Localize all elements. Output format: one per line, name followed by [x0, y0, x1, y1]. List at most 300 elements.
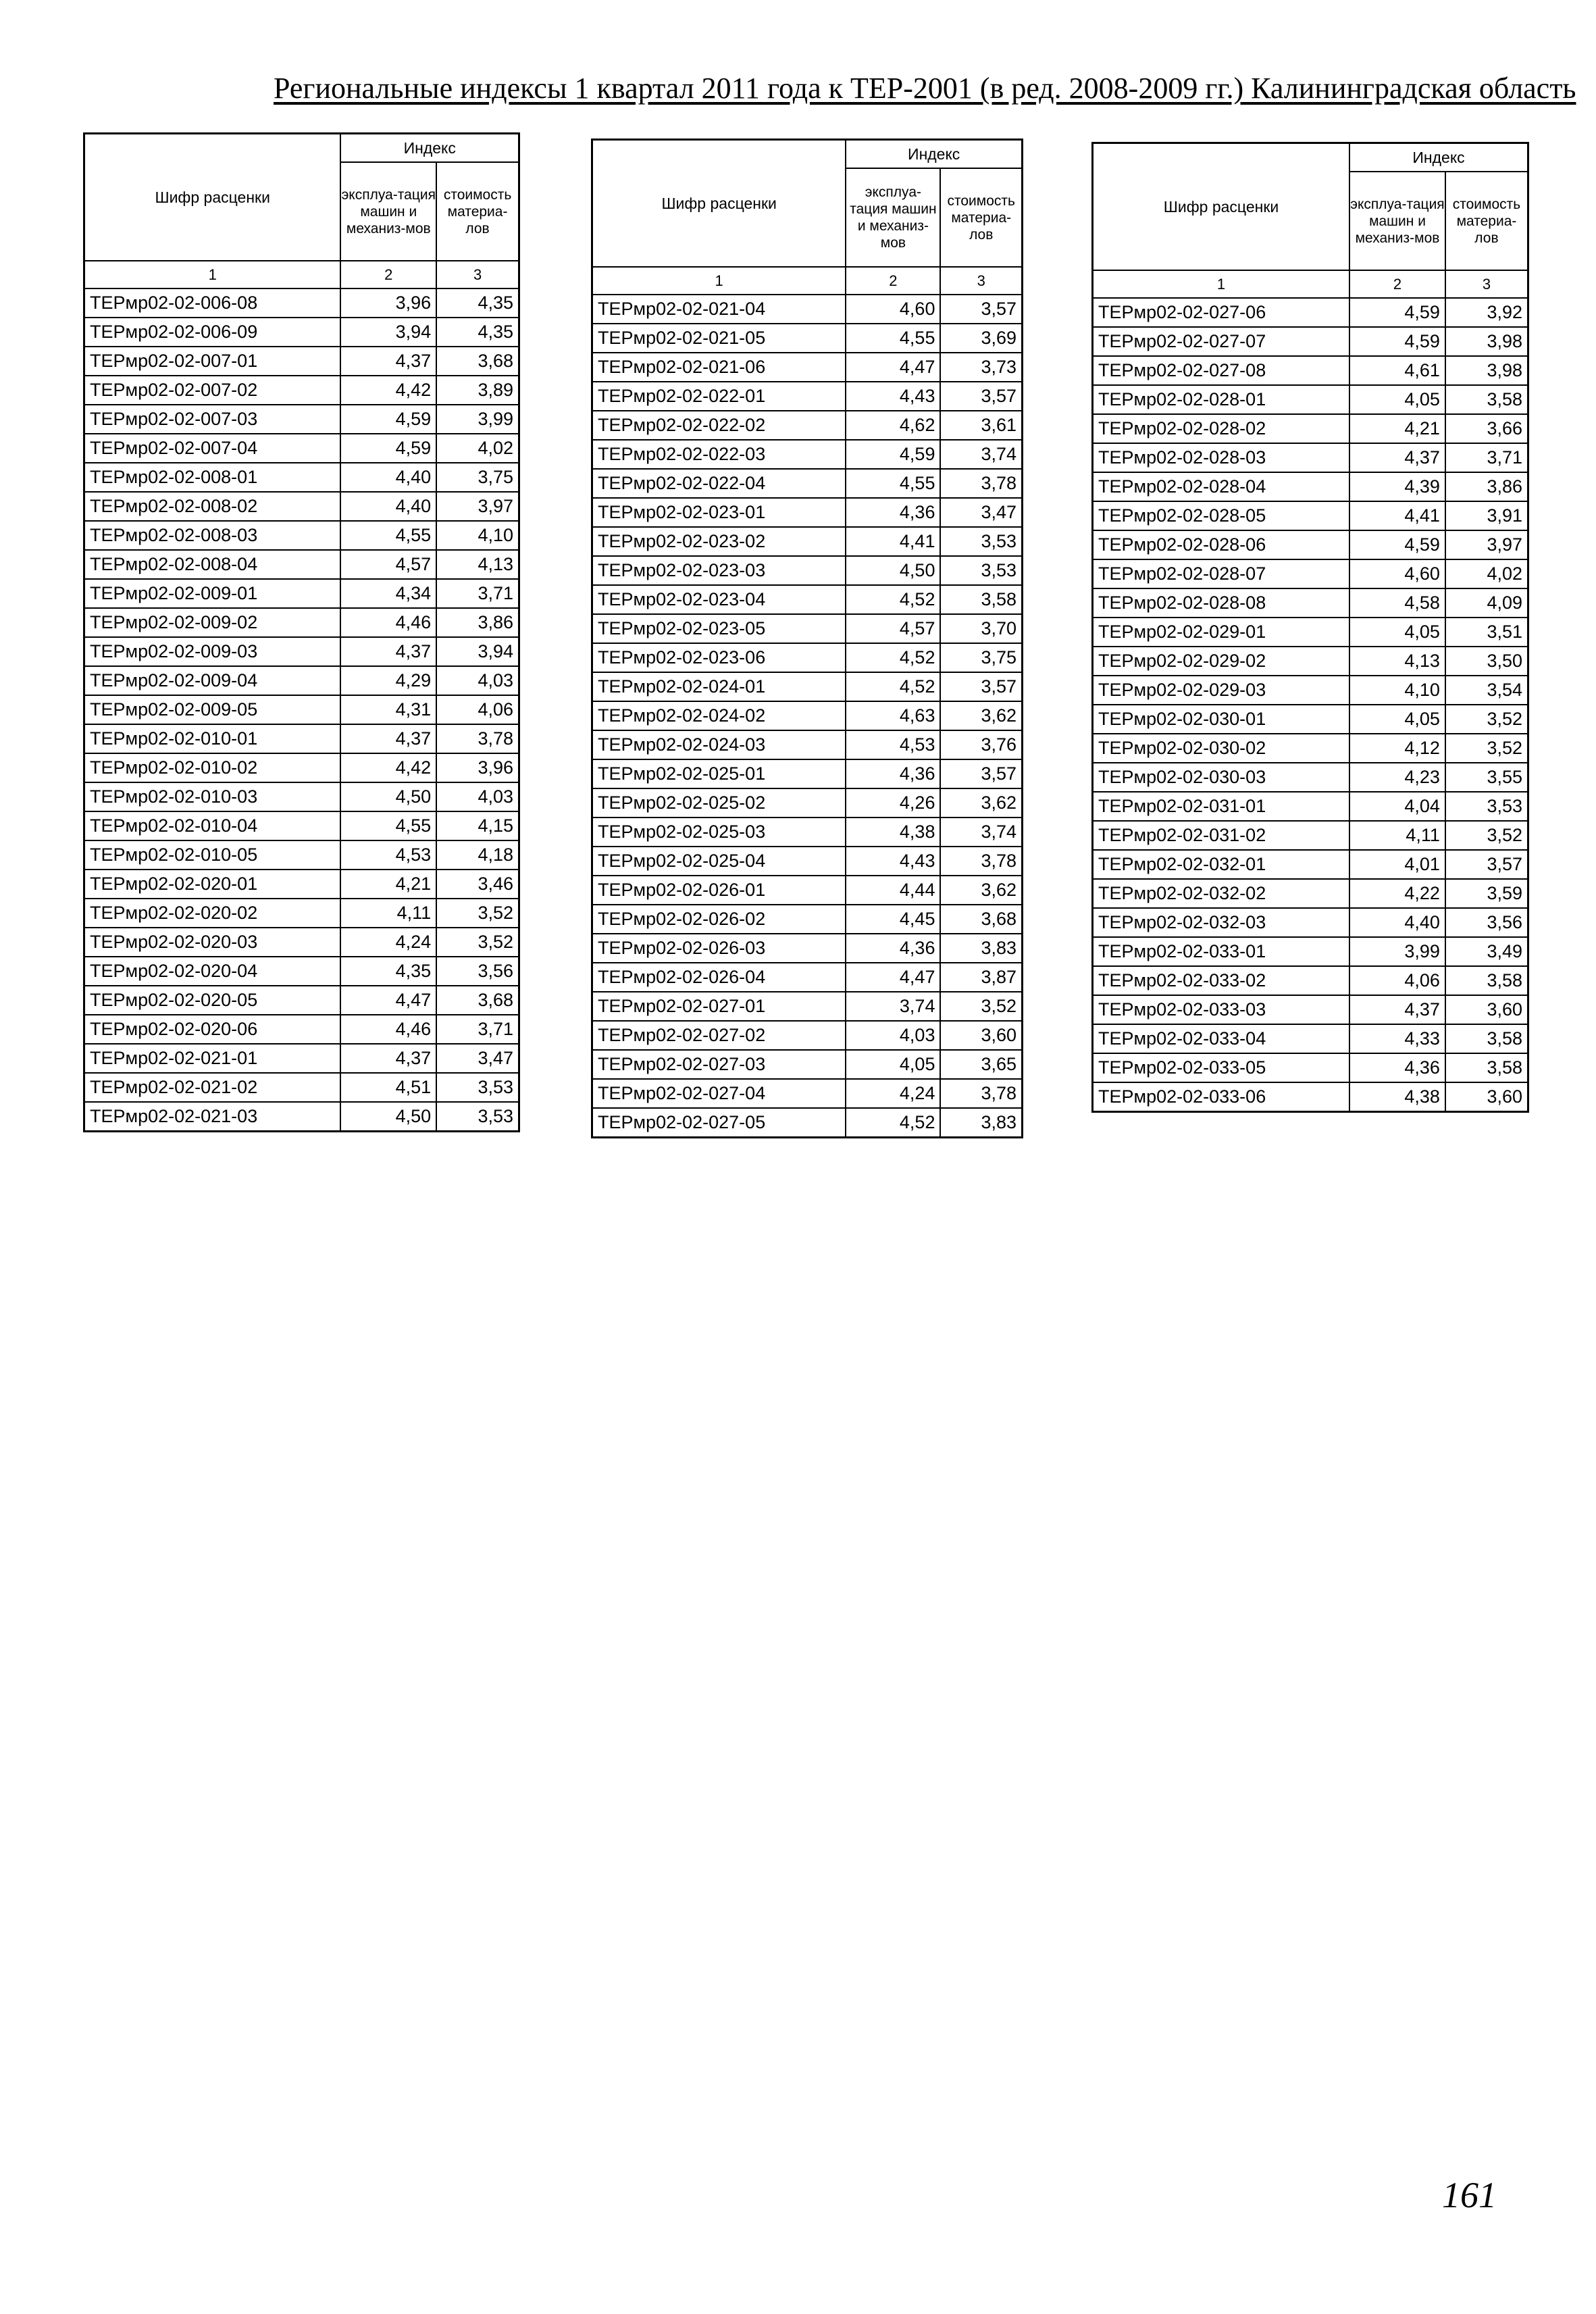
cell-machines: 4,61 [1349, 356, 1445, 385]
cell-machines: 4,59 [340, 405, 436, 434]
cell-code: ТЕРмр02-02-032-03 [1093, 908, 1350, 937]
cell-materials: 4,35 [436, 288, 519, 318]
cell-materials: 3,58 [1445, 1024, 1528, 1053]
cell-code: ТЕРмр02-02-027-02 [592, 1021, 846, 1050]
cell-materials: 3,76 [940, 730, 1022, 759]
cell-code: ТЕРмр02-02-028-04 [1093, 472, 1350, 501]
cell-machines: 4,33 [1349, 1024, 1445, 1053]
cell-machines: 4,52 [846, 585, 940, 614]
cell-machines: 4,59 [1349, 530, 1445, 559]
cell-materials: 3,83 [940, 934, 1022, 963]
table-row [84, 1073, 519, 1102]
table-row [84, 376, 519, 405]
cell-code: ТЕРмр02-02-026-01 [592, 876, 846, 905]
table-row [84, 579, 519, 608]
cell-machines: 4,05 [1349, 705, 1445, 734]
cell-materials: 3,87 [940, 963, 1022, 992]
cell-materials: 3,86 [436, 608, 519, 637]
table-row [1093, 879, 1528, 908]
cell-code: ТЕРмр02-02-033-01 [1093, 937, 1350, 966]
cell-materials: 3,57 [940, 295, 1022, 324]
cell-machines: 4,55 [846, 324, 940, 353]
cell-materials: 3,86 [1445, 472, 1528, 501]
cell-machines: 3,74 [846, 992, 940, 1021]
cell-materials: 3,99 [436, 405, 519, 434]
table-row [1093, 530, 1528, 559]
table-row [592, 905, 1023, 934]
table-row [84, 1102, 519, 1132]
cell-code: ТЕРмр02-02-026-03 [592, 934, 846, 963]
table-row [1093, 647, 1528, 676]
cell-code: ТЕРмр02-02-021-04 [592, 295, 846, 324]
cell-materials: 4,13 [436, 550, 519, 579]
cell-materials: 3,58 [1445, 1053, 1528, 1082]
cell-materials: 4,02 [436, 434, 519, 463]
cell-machines: 4,44 [846, 876, 940, 905]
cell-machines: 4,05 [1349, 385, 1445, 414]
cell-code: ТЕРмр02-02-023-02 [592, 527, 846, 556]
cell-code: ТЕРмр02-02-009-01 [84, 579, 341, 608]
cell-machines: 4,51 [340, 1073, 436, 1102]
cell-code: ТЕРмр02-02-009-02 [84, 608, 341, 637]
cell-materials: 3,78 [940, 469, 1022, 498]
cell-machines: 4,36 [846, 498, 940, 527]
cell-materials: 3,91 [1445, 501, 1528, 530]
cell-materials: 3,97 [1445, 530, 1528, 559]
cell-materials: 3,47 [436, 1044, 519, 1073]
cell-code: ТЕРмр02-02-028-06 [1093, 530, 1350, 559]
column-number-2: 2 [340, 261, 436, 288]
cell-machines: 4,39 [1349, 472, 1445, 501]
cell-materials: 3,68 [436, 347, 519, 376]
cell-code: ТЕРмр02-02-007-03 [84, 405, 341, 434]
cell-materials: 3,60 [1445, 1082, 1528, 1112]
cell-code: ТЕРмр02-02-009-04 [84, 666, 341, 695]
cell-machines: 4,46 [340, 1015, 436, 1044]
table-row [84, 666, 519, 695]
table-row [1093, 501, 1528, 530]
cell-materials: 4,15 [436, 811, 519, 840]
table-row [1093, 763, 1528, 792]
cell-materials: 3,78 [436, 724, 519, 753]
cell-code: ТЕРмр02-02-025-03 [592, 818, 846, 847]
cell-machines: 4,62 [846, 411, 940, 440]
table-row [84, 550, 519, 579]
cell-materials: 3,78 [940, 847, 1022, 876]
table-row [1093, 850, 1528, 879]
table-row [1093, 937, 1528, 966]
cell-code: ТЕРмр02-02-029-03 [1093, 676, 1350, 705]
table-row [592, 324, 1023, 353]
table-row [1093, 995, 1528, 1024]
cell-materials: 3,62 [940, 701, 1022, 730]
cell-machines: 4,59 [340, 434, 436, 463]
cell-machines: 4,47 [340, 986, 436, 1015]
cell-machines: 4,42 [340, 753, 436, 782]
cell-code: ТЕРмр02-02-010-02 [84, 753, 341, 782]
cell-materials: 3,98 [1445, 327, 1528, 356]
table-row [1093, 705, 1528, 734]
cell-materials: 3,71 [1445, 443, 1528, 472]
cell-machines: 4,21 [1349, 414, 1445, 443]
cell-machines: 4,37 [340, 637, 436, 666]
cell-code: ТЕРмр02-02-006-08 [84, 288, 341, 318]
cell-code: ТЕРмр02-02-022-03 [592, 440, 846, 469]
cell-materials: 3,71 [436, 579, 519, 608]
cell-code: ТЕРмр02-02-023-03 [592, 556, 846, 585]
cell-code: ТЕРмр02-02-007-02 [84, 376, 341, 405]
header-index: Индекс [1349, 143, 1528, 172]
cell-code: ТЕРмр02-02-027-08 [1093, 356, 1350, 385]
cell-code: ТЕРмр02-02-033-02 [1093, 966, 1350, 995]
cell-code: ТЕРмр02-02-025-01 [592, 759, 846, 788]
cell-machines: 4,06 [1349, 966, 1445, 995]
cell-materials: 3,46 [436, 870, 519, 899]
cell-code: ТЕРмр02-02-025-02 [592, 788, 846, 818]
table-row [84, 1044, 519, 1073]
table-row [592, 469, 1023, 498]
cell-machines: 4,12 [1349, 734, 1445, 763]
table-row [84, 957, 519, 986]
table-row [592, 847, 1023, 876]
cell-materials: 3,98 [1445, 356, 1528, 385]
cell-materials: 3,59 [1445, 879, 1528, 908]
table-row [592, 585, 1023, 614]
cell-materials: 3,70 [940, 614, 1022, 643]
cell-materials: 4,02 [1445, 559, 1528, 588]
table-row [1093, 1024, 1528, 1053]
cell-code: ТЕРмр02-02-030-03 [1093, 763, 1350, 792]
table-row [1093, 966, 1528, 995]
column-number-1: 1 [1093, 270, 1350, 298]
cell-machines: 4,40 [1349, 908, 1445, 937]
cell-code: ТЕРмр02-02-031-02 [1093, 821, 1350, 850]
cell-code: ТЕРмр02-02-026-02 [592, 905, 846, 934]
cell-machines: 4,24 [340, 928, 436, 957]
cell-machines: 4,36 [846, 934, 940, 963]
table-row [84, 288, 519, 318]
cell-materials: 3,60 [1445, 995, 1528, 1024]
cell-materials: 4,18 [436, 840, 519, 870]
table-row [84, 463, 519, 492]
cell-code: ТЕРмр02-02-030-02 [1093, 734, 1350, 763]
table-row [592, 353, 1023, 382]
cell-machines: 4,57 [340, 550, 436, 579]
page-title: Региональные индексы 1 квартал 2011 года к ТЕР-2001 (в ред. 2008-2009 гг.) Калининградская область [274, 72, 1576, 105]
header-machines: эксплуа-тация машин и механиз-мов [1349, 172, 1445, 270]
cell-code: ТЕРмр02-02-024-02 [592, 701, 846, 730]
table-row [1093, 1082, 1528, 1112]
index-table-1 [83, 132, 520, 1132]
cell-code: ТЕРмр02-02-028-07 [1093, 559, 1350, 588]
cell-machines: 4,52 [846, 1108, 940, 1138]
cell-materials: 3,52 [1445, 734, 1528, 763]
cell-code: ТЕРмр02-02-028-01 [1093, 385, 1350, 414]
table-row [1093, 821, 1528, 850]
cell-machines: 4,57 [846, 614, 940, 643]
table-row [1093, 385, 1528, 414]
cell-materials: 3,52 [1445, 821, 1528, 850]
cell-materials: 3,62 [940, 788, 1022, 818]
cell-code: ТЕРмр02-02-028-02 [1093, 414, 1350, 443]
cell-machines: 4,43 [846, 382, 940, 411]
table-row [592, 614, 1023, 643]
header-materials: стоимость материа-лов [436, 162, 519, 261]
table-row [84, 724, 519, 753]
cell-code: ТЕРмр02-02-007-04 [84, 434, 341, 463]
cell-materials: 3,57 [940, 382, 1022, 411]
table-row [1093, 618, 1528, 647]
table-body [1093, 298, 1528, 1112]
table-row [592, 382, 1023, 411]
table-row [84, 695, 519, 724]
table-row [1093, 298, 1528, 327]
table-row [592, 963, 1023, 992]
cell-code: ТЕРмр02-02-021-01 [84, 1044, 341, 1073]
cell-machines: 4,34 [340, 579, 436, 608]
cell-code: ТЕРмр02-02-020-05 [84, 986, 341, 1015]
cell-machines: 4,47 [846, 353, 940, 382]
page-number: 161 [1442, 2175, 1497, 2215]
cell-materials: 3,57 [940, 672, 1022, 701]
table-row [1093, 588, 1528, 618]
cell-code: ТЕРмр02-02-026-04 [592, 963, 846, 992]
cell-machines: 4,11 [1349, 821, 1445, 850]
cell-machines: 4,35 [340, 957, 436, 986]
cell-machines: 4,36 [846, 759, 940, 788]
cell-materials: 3,50 [1445, 647, 1528, 676]
table-row [84, 870, 519, 899]
table-row [84, 928, 519, 957]
table-row [592, 1021, 1023, 1050]
cell-materials: 3,78 [940, 1079, 1022, 1108]
cell-machines: 4,45 [846, 905, 940, 934]
cell-code: ТЕРмр02-02-022-04 [592, 469, 846, 498]
cell-code: ТЕРмр02-02-010-01 [84, 724, 341, 753]
column-number-2: 2 [1349, 270, 1445, 298]
header-machines: эксплуа-тация машин и механиз-мов [340, 162, 436, 261]
table-row [1093, 443, 1528, 472]
cell-machines: 4,46 [340, 608, 436, 637]
cell-machines: 4,55 [846, 469, 940, 498]
cell-code: ТЕРмр02-02-022-02 [592, 411, 846, 440]
cell-materials: 3,68 [436, 986, 519, 1015]
cell-code: ТЕРмр02-02-010-05 [84, 840, 341, 870]
cell-machines: 3,94 [340, 318, 436, 347]
cell-machines: 4,37 [340, 1044, 436, 1073]
cell-code: ТЕРмр02-02-024-03 [592, 730, 846, 759]
cell-machines: 4,38 [846, 818, 940, 847]
cell-code: ТЕРмр02-02-021-03 [84, 1102, 341, 1132]
cell-code: ТЕРмр02-02-029-01 [1093, 618, 1350, 647]
cell-code: ТЕРмр02-02-027-01 [592, 992, 846, 1021]
cell-materials: 3,53 [1445, 792, 1528, 821]
cell-machines: 4,40 [340, 492, 436, 521]
cell-machines: 4,29 [340, 666, 436, 695]
cell-machines: 4,59 [846, 440, 940, 469]
table-row [1093, 734, 1528, 763]
table-row [592, 876, 1023, 905]
cell-code: ТЕРмр02-02-009-05 [84, 695, 341, 724]
table-row [84, 899, 519, 928]
table-row [592, 556, 1023, 585]
cell-code: ТЕРмр02-02-027-04 [592, 1079, 846, 1108]
cell-materials: 4,06 [436, 695, 519, 724]
table-row [1093, 414, 1528, 443]
cell-machines: 4,60 [1349, 559, 1445, 588]
cell-code: ТЕРмр02-02-033-03 [1093, 995, 1350, 1024]
table-row [1093, 327, 1528, 356]
column-number-3: 3 [436, 261, 519, 288]
table-row [592, 1108, 1023, 1138]
table-row [1093, 676, 1528, 705]
table-row [84, 347, 519, 376]
cell-machines: 4,23 [1349, 763, 1445, 792]
cell-machines: 4,03 [846, 1021, 940, 1050]
cell-materials: 3,52 [436, 928, 519, 957]
cell-materials: 4,09 [1445, 588, 1528, 618]
cell-machines: 4,50 [846, 556, 940, 585]
cell-code: ТЕРмр02-02-030-01 [1093, 705, 1350, 734]
cell-machines: 4,55 [340, 521, 436, 550]
cell-machines: 4,50 [340, 1102, 436, 1132]
cell-machines: 4,53 [846, 730, 940, 759]
table-row [592, 411, 1023, 440]
cell-materials: 3,73 [940, 353, 1022, 382]
cell-machines: 4,43 [846, 847, 940, 876]
cell-code: ТЕРмр02-02-023-01 [592, 498, 846, 527]
cell-code: ТЕРмр02-02-023-06 [592, 643, 846, 672]
cell-materials: 3,57 [1445, 850, 1528, 879]
cell-code: ТЕРмр02-02-027-03 [592, 1050, 846, 1079]
cell-code: ТЕРмр02-02-010-04 [84, 811, 341, 840]
table-row [84, 1015, 519, 1044]
cell-machines: 4,05 [846, 1050, 940, 1079]
cell-materials: 3,53 [940, 556, 1022, 585]
cell-machines: 4,40 [340, 463, 436, 492]
cell-code: ТЕРмр02-02-008-01 [84, 463, 341, 492]
cell-materials: 3,94 [436, 637, 519, 666]
cell-machines: 4,38 [1349, 1082, 1445, 1112]
cell-machines: 3,96 [340, 288, 436, 318]
cell-code: ТЕРмр02-02-007-01 [84, 347, 341, 376]
index-table-2 [591, 139, 1023, 1138]
cell-materials: 3,52 [436, 899, 519, 928]
cell-machines: 4,24 [846, 1079, 940, 1108]
table-row [592, 527, 1023, 556]
table-row [84, 637, 519, 666]
cell-code: ТЕРмр02-02-033-06 [1093, 1082, 1350, 1112]
cell-code: ТЕРмр02-02-008-04 [84, 550, 341, 579]
index-table-3 [1091, 142, 1529, 1113]
cell-machines: 4,58 [1349, 588, 1445, 618]
cell-code: ТЕРмр02-02-025-04 [592, 847, 846, 876]
table-row [1093, 1053, 1528, 1082]
cell-code: ТЕРмр02-02-023-05 [592, 614, 846, 643]
cell-materials: 3,60 [940, 1021, 1022, 1050]
table-row [592, 1079, 1023, 1108]
cell-materials: 4,03 [436, 782, 519, 811]
cell-machines: 3,99 [1349, 937, 1445, 966]
table-row [592, 1050, 1023, 1079]
cell-machines: 4,26 [846, 788, 940, 818]
table-row [592, 788, 1023, 818]
column-number-1: 1 [592, 267, 846, 295]
cell-materials: 3,51 [1445, 618, 1528, 647]
cell-materials: 3,89 [436, 376, 519, 405]
cell-code: ТЕРмр02-02-028-08 [1093, 588, 1350, 618]
header-cipher: Шифр расценки [592, 140, 846, 268]
cell-code: ТЕРмр02-02-028-05 [1093, 501, 1350, 530]
table-row [592, 672, 1023, 701]
cell-materials: 3,65 [940, 1050, 1022, 1079]
column-number-1: 1 [84, 261, 341, 288]
cell-materials: 3,58 [1445, 966, 1528, 995]
cell-materials: 3,74 [940, 818, 1022, 847]
cell-materials: 3,61 [940, 411, 1022, 440]
cell-code: ТЕРмр02-02-008-03 [84, 521, 341, 550]
cell-machines: 4,36 [1349, 1053, 1445, 1082]
table-row [84, 492, 519, 521]
cell-machines: 4,63 [846, 701, 940, 730]
cell-machines: 4,37 [340, 347, 436, 376]
cell-code: ТЕРмр02-02-009-03 [84, 637, 341, 666]
cell-code: ТЕРмр02-02-027-05 [592, 1108, 846, 1138]
cell-machines: 4,10 [1349, 676, 1445, 705]
header-index: Индекс [846, 140, 1022, 169]
cell-materials: 3,83 [940, 1108, 1022, 1138]
cell-machines: 4,41 [1349, 501, 1445, 530]
cell-materials: 3,68 [940, 905, 1022, 934]
cell-machines: 4,59 [1349, 327, 1445, 356]
table-row [84, 318, 519, 347]
table-row [592, 730, 1023, 759]
cell-code: ТЕРмр02-02-006-09 [84, 318, 341, 347]
cell-materials: 3,62 [940, 876, 1022, 905]
cell-materials: 3,58 [1445, 385, 1528, 414]
table-row [84, 986, 519, 1015]
column-number-3: 3 [1445, 270, 1528, 298]
cell-machines: 4,37 [1349, 443, 1445, 472]
table-row [592, 701, 1023, 730]
cell-code: ТЕРмр02-02-031-01 [1093, 792, 1350, 821]
header-cipher: Шифр расценки [84, 134, 341, 261]
cell-code: ТЕРмр02-02-033-05 [1093, 1053, 1350, 1082]
cell-code: ТЕРмр02-02-033-04 [1093, 1024, 1350, 1053]
table-row [592, 992, 1023, 1021]
cell-code: ТЕРмр02-02-024-01 [592, 672, 846, 701]
cell-code: ТЕРмр02-02-020-03 [84, 928, 341, 957]
header-materials: стоимость материа-лов [1445, 172, 1528, 270]
cell-machines: 4,42 [340, 376, 436, 405]
cell-code: ТЕРмр02-02-020-01 [84, 870, 341, 899]
cell-code: ТЕРмр02-02-021-06 [592, 353, 846, 382]
cell-machines: 4,21 [340, 870, 436, 899]
cell-machines: 4,22 [1349, 879, 1445, 908]
table-row [592, 759, 1023, 788]
cell-machines: 4,01 [1349, 850, 1445, 879]
cell-materials: 3,56 [436, 957, 519, 986]
table-body [84, 288, 519, 1132]
table-row [1093, 356, 1528, 385]
cell-code: ТЕРмр02-02-021-05 [592, 324, 846, 353]
cell-materials: 3,75 [436, 463, 519, 492]
cell-materials: 3,52 [940, 992, 1022, 1021]
cell-code: ТЕРмр02-02-020-02 [84, 899, 341, 928]
cell-code: ТЕРмр02-02-010-03 [84, 782, 341, 811]
cell-materials: 4,35 [436, 318, 519, 347]
table-row [84, 434, 519, 463]
